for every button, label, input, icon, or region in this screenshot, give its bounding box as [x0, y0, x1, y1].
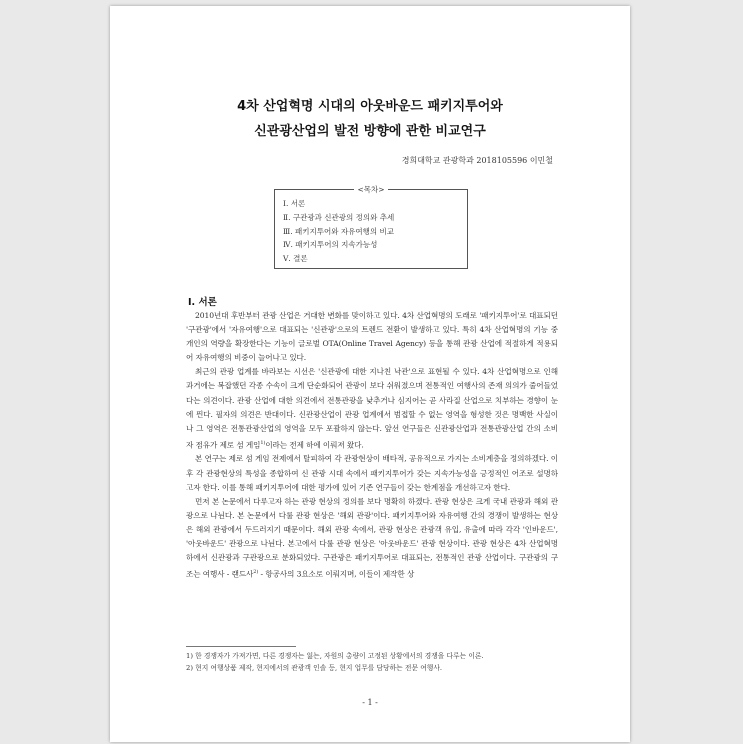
footnote-divider: [186, 646, 296, 647]
body-text: [186, 309, 558, 582]
toc-label: <목차>: [354, 185, 387, 194]
toc-item-definitions: Ⅱ. 구관광과 신관광의 정의와 추세: [283, 212, 395, 222]
toc-item-comparison: Ⅲ. 패키지투어와 자유여행의 비교: [283, 226, 394, 236]
toc-item-conclusion: Ⅴ. 결론: [283, 254, 308, 264]
paragraph-1: 2010년대 후반부터 관광 산업은 거대한 변화를 맞이하고 있다. 4차 산업혁명의 도래로 '패키지투어'로 대표되던 '구관광'에서 '자유여행'으로 대표되는 '신관광'으로의 트렌드 전환이 발생하고 있다. 특히 4차 산업혁명의 기능 중 개인의 역량을 확장한다는 기능이 글로벌 OTA(Online Travel Agency) 등을 통해 관광 산업에 적절하게 적용되어 자유여행의 비중이 늘어나고 있다.: [186, 311, 558, 363]
section-heading-introduction: Ⅰ. 서론: [188, 297, 217, 308]
toc-item-sustainability: Ⅳ. 패키지투어의 지속가능성: [283, 240, 378, 250]
page-number: - 1 -: [362, 698, 378, 707]
footnote-ref-2[interactable]: 2): [253, 569, 259, 576]
table-of-contents: [274, 185, 468, 269]
toc-item-introduction: Ⅰ. 서론: [283, 199, 306, 208]
footnote-1: 1) 한 경쟁자가 가져가면, 다른 경쟁자는 잃는, 자원의 총량이 고정된 상황에서의 경쟁을 다루는 이론.: [186, 652, 484, 660]
document-title-line-1: 4차 산업혁명 시대의 아웃바운드 패키지투어와: [237, 99, 503, 114]
footnote-2: 2) 현지 여행상품 제작, 현지에서의 관광객 인솔 등, 현지 업무를 담당하는 전문 여행사.: [186, 663, 443, 672]
author-affiliation: 경희대학교 관광학과 2018105596 이민철: [401, 156, 553, 165]
footnote-ref-1[interactable]: 1): [260, 439, 266, 446]
paragraph-2: 최근의 관광 업계를 바라보는 시선은 '신관광에 대한 지나친 낙관'으로 표현될 수 있다. 4차 산업혁명으로 인해 과거에는 복잡했던 각종 수속이 크게 단순화되어 관광이 보다 쉬워졌으며 전통적인 여행사의 존재 의의가 줄어들었다는 의견이다. 관광 산업에 대한 의견에서 전통관광을 낮추거나 심지어는 곧 사라질 산업으로 치부하는 경향이 눈에 띈다. 필자의 의견은 반대이다. 신관광산업이 관광 업계에서 범접할 수 없는 영역을 형성한 것은 명백한 사실이나 그 영역은 전통관광산업의 영역을 모두 포괄하지 않는다. 앞선 연구들은 신관광산업과 전통관광산업 간의 소비자 점유가 제로 섬 게임$^{1)}$이라는 전제 하에 이뤄져 왔다.: [186, 367, 558, 450]
paragraph-4: 먼저 본 논문에서 다루고자 하는 관광 현상의 정의를 보다 명확히 하겠다. 관광 현상은 크게 국내 관광과 해외 관광으로 나뉜다. 본 논문에서 다룰 관광 현상은 '해외 관광'이다. 패키지투어와 자유여행 간의 경쟁이 발생하는 현상은 해외 관광에서 두드러지기 때문이다. 해외 관광 속에서, 관광 현상은 관광객 유입, 유출에 따라 각각 '인바운드', '아웃바운드' 관광으로 나뉜다. 본고에서 다룰 관광 현상은 '아웃바운드' 관광 현상이다. 관광 현상은 4차 산업혁명 하에서 신관광과 구관광으로 분화되었다. 구관광은 패키지투어로 대표되는, 전통적인 관광 산업이다. 구관광의 구조는 여행사 - 랜드사$^{2)}$ - 항공사의 3요소로 이뤄지며, 이들이 제작한 상: [186, 496, 558, 579]
document-title-line-2: 신관광산업의 발전 방향에 관한 비교연구: [254, 124, 486, 139]
footnotes: [186, 651, 566, 674]
paragraph-3: 본 연구는 제로 섬 게임 전제에서 탈피하여 각 관광현상이 배타적, 공유적으로 가지는 소비계층을 정의하겠다. 이후 각 관광현상의 특성을 종합하여 신 관광 시대 속에서 패키지투어가 갖는 지속가능성을 긍정적인 어조로 설명하고자 한다. 이를 통해 패키지투어에 대한 평가에 있어 기존 연구들이 갖는 한계점을 개선하고자 한다.: [186, 454, 558, 492]
document-page: [110, 6, 630, 742]
toc-list: [275, 190, 467, 266]
